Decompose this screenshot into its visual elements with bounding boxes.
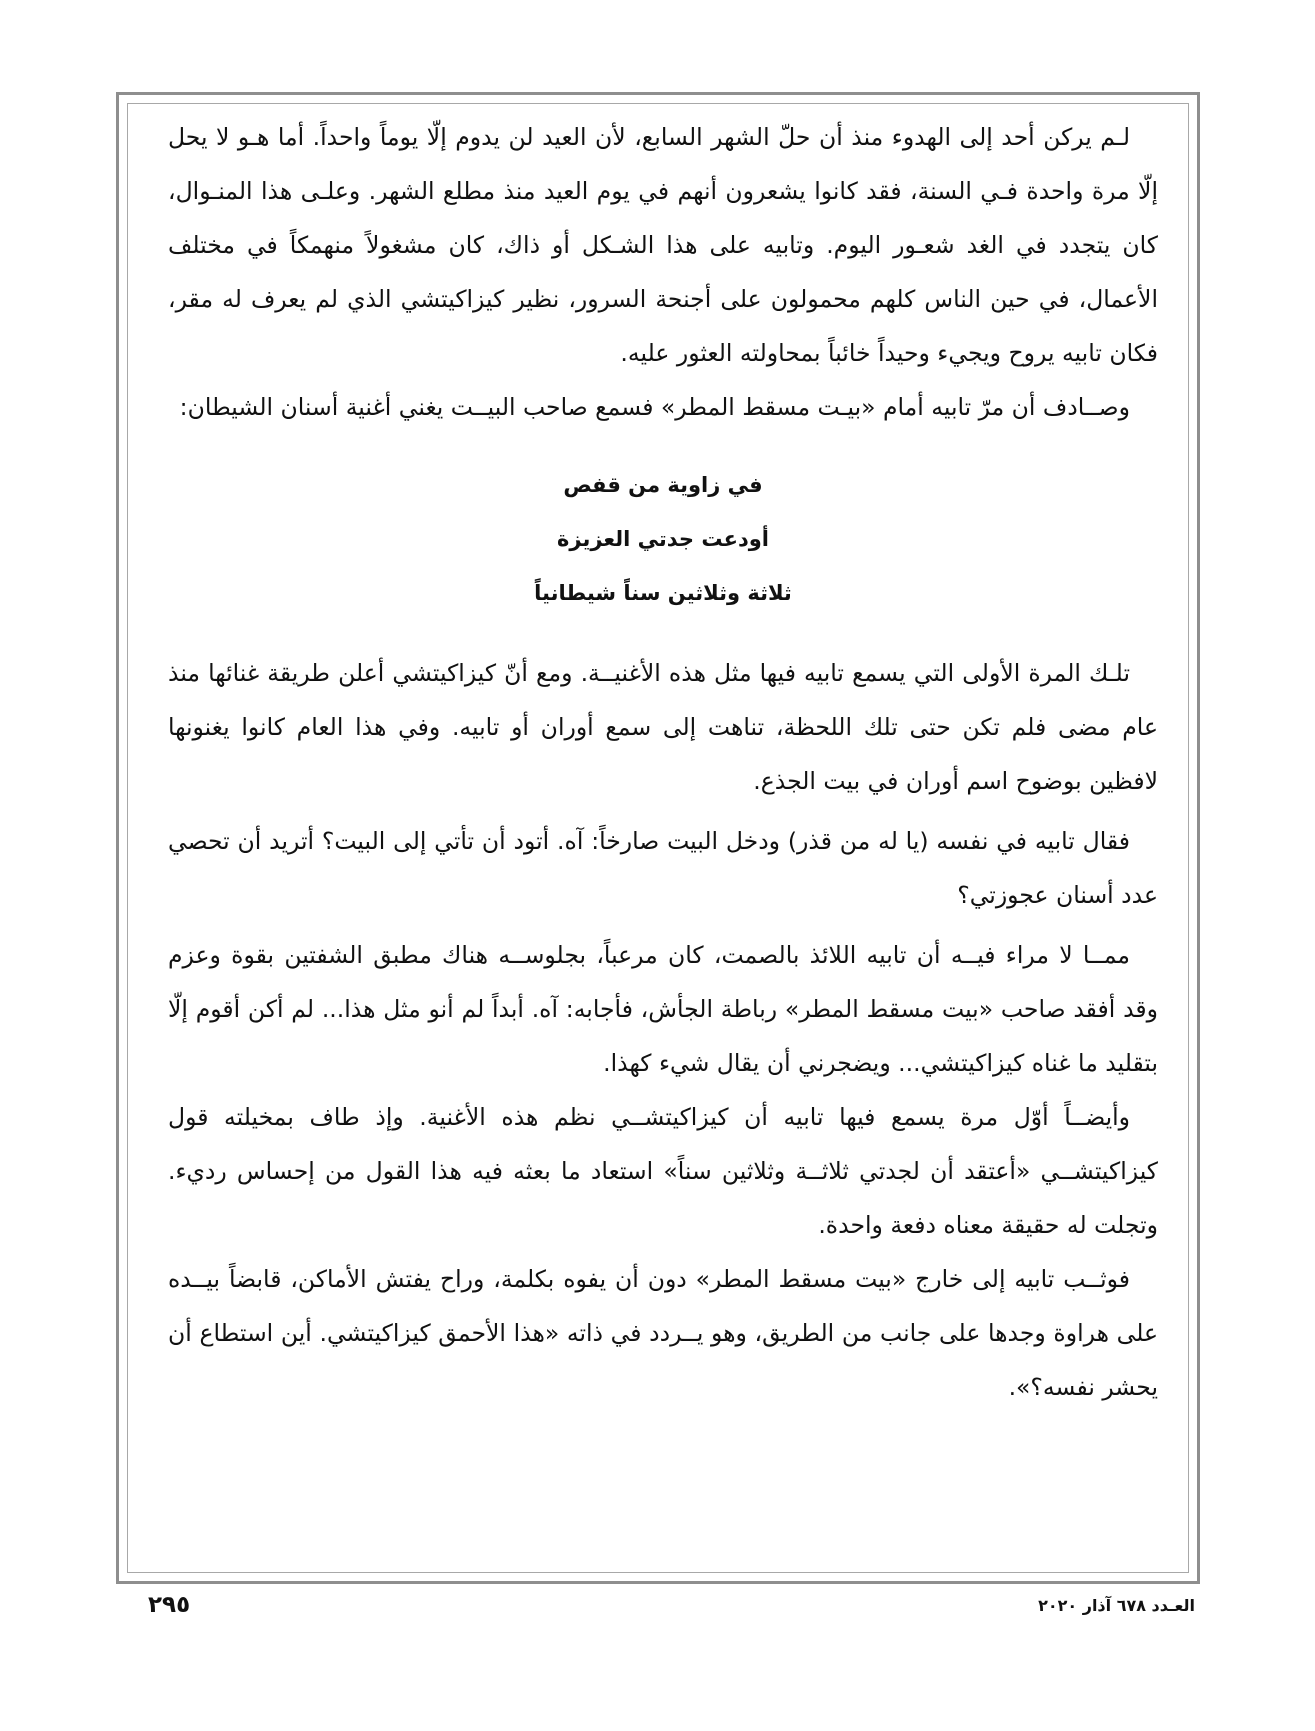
- paragraph-1: لـم يركن أحد إلى الهدوء منذ أن حلّ الشهر السابع، لأن العيد لن يدوم إلّا يوماً واحداً. أما هـو لا يحل إلّا مرة واحدة فـي السنة، فقد كانوا يشعرون أنهم في يوم العيد منذ مطلع الشهر. وعلـى هذا المنـوال، كان يتجدد في الغد شعـور اليوم. وتابيه على هذا الشـكل أو ذاك، كان مشغولاً منهمكاً في مختلف الأعمال، في حين الناس كلهم محمولون على أجنحة السرور، نظير كيزاكيتشي الذي لم يعرف له مقر، فكان تابيه يروح ويجيء وحيداً خائباً بمحاولته العثور عليه.: [168, 123, 1158, 367]
- paragraph-2: وصــادف أن مرّ تابيه أمام «بيـت مسقط المطر» فسمع صاحب البيــت يغني أغنية أسنان الشيطان:: [179, 393, 1130, 421]
- paragraph-3: تلـك المرة الأولى التي يسمع تابيه فيها مثل هذه الأغنيــة. ومع أنّ كيزاكيتشي أعلن طريقة غنائها منذ عام مضى فلم تكن حتى تلك اللحظة، تناهت إلى سمع أوران أو تابيه. وفي هذا العام كانوا يغنونها لافظين بوضوح اسم أوران في بيت الجذع.: [168, 659, 1158, 795]
- poem-line-3: ثلاثة وثلاثين سناً شيطانياً: [534, 581, 792, 605]
- page-footer: [0, 1592, 1315, 1622]
- poem-block: [168, 458, 1158, 620]
- paragraph-5: ممــا لا مراء فيــه أن تابيه اللائذ بالصمت، كان مرعباً، بجلوســه هناك مطبق الشفتين بقوة وعزم وقد أفقد صاحب «بيت مسقط المطر» رباطة الجأش، فأجابه: آه. أبداً لم أنو مثل هذا... لم أكن أقوم إلّا بتقليد ما غناه كيزاكيتشي... ويضجرني أن يقال شيء كهذا.: [168, 941, 1158, 1077]
- page-number: ٢٩٥: [148, 1592, 191, 1618]
- paragraph-7: فوثــب تابيه إلى خارج «بيت مسقط المطر» دون أن يفوه بكلمة، وراح يفتش الأماكن، قابضاً بيــده على هراوة وجدها على جانب من الطريق، وهو يــردد في ذاته «هذا الأحمق كيزاكيتشي. أين استطاع أن يحشر نفسه؟».: [168, 1265, 1158, 1401]
- poem-line-2: أودعت جدتي العزيزة: [557, 527, 769, 551]
- issue-info: العـدد ٦٧٨ آذار ٢٠٢٠: [1038, 1596, 1195, 1615]
- paragraph-6: وأيضــاً أوّل مرة يسمع فيها تابيه أن كيزاكيتشــي نظم هذه الأغنية. وإذ طاف بمخيلته قول كيزاكيتشــي «أعتقد أن لجدتي ثلاثــة وثلاثين سناً» استعاد ما بعثه فيه هذا القول من إحساس رديء. وتجلت له حقيقة معناه دفعة واحدة.: [168, 1103, 1158, 1239]
- poem-line-1: في زاوية من قفص: [563, 473, 763, 497]
- paragraph-4: فقال تابيه في نفسه (يا له من قذر) ودخل البيت صارخاً: آه. أتود أن تأتي إلى البيت؟ أتريد أن تحصي عدد أسنان عجوزتي؟: [168, 827, 1158, 909]
- article-body: [168, 110, 1158, 1420]
